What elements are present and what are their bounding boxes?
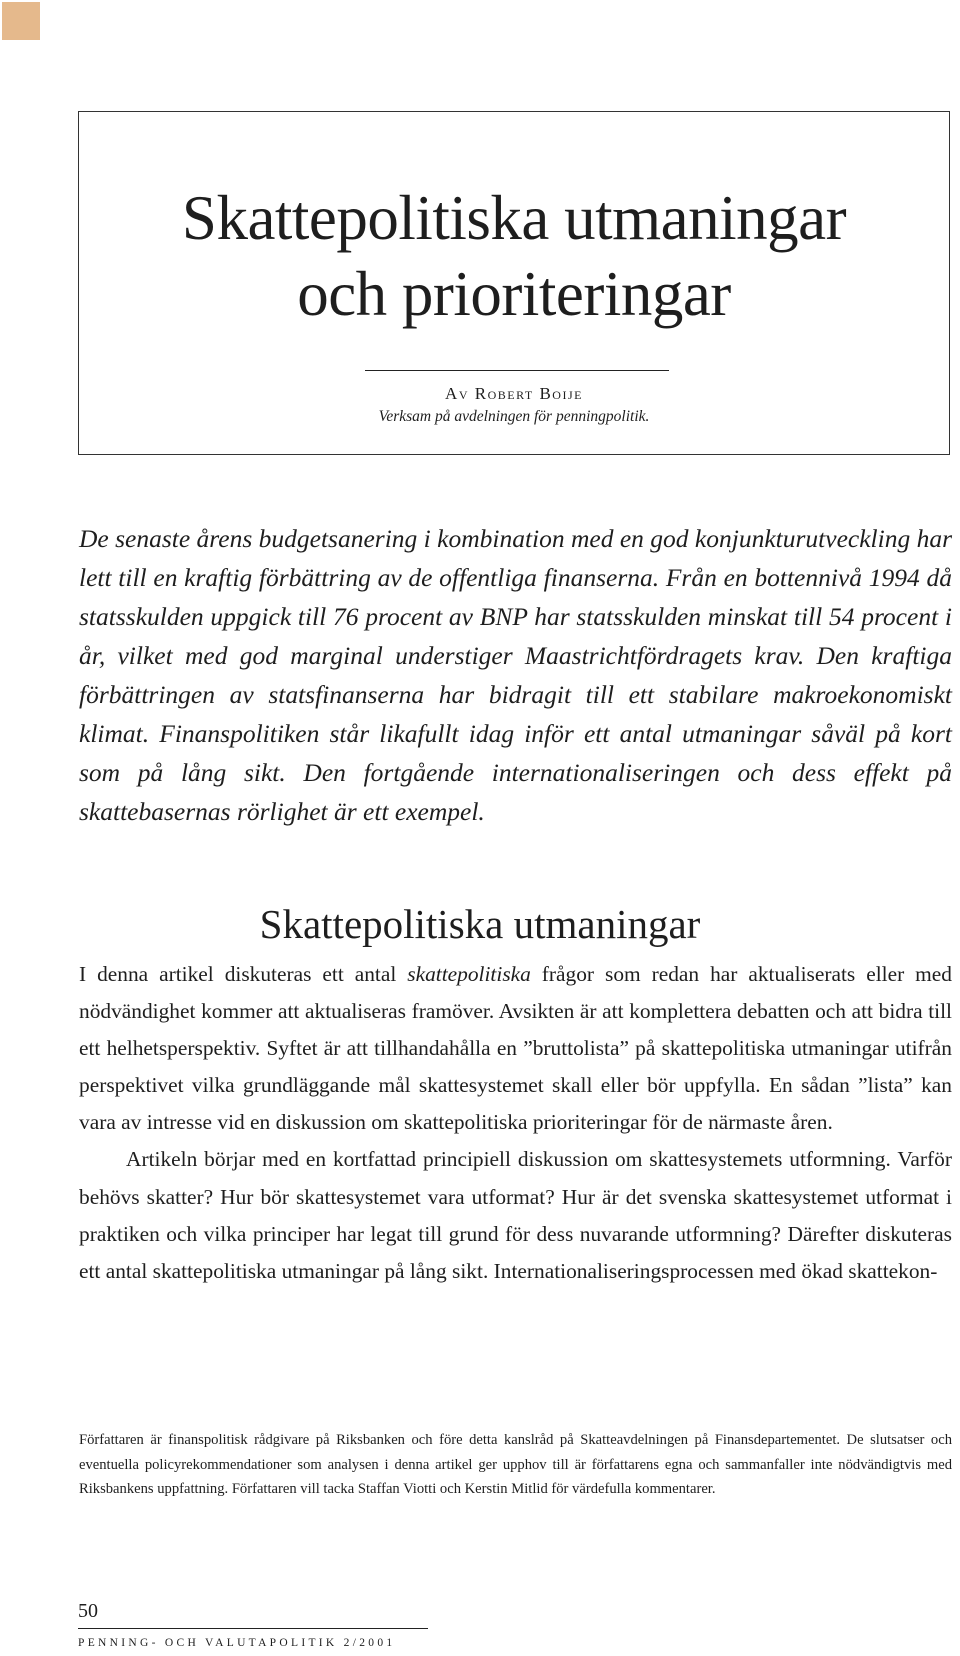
author-affiliation: Verksam på avdelningen för penningpolitik. xyxy=(378,408,650,425)
title-line-2: och prioriteringar xyxy=(297,259,731,329)
title-line-1: Skattepolitiska utmaningar xyxy=(181,183,847,253)
body-paragraph-2: Artikeln börjar med en kortfattad principiell diskussion om skattesystemets utformning. Varför behövs skatter? Hur bör skattesystemet vara utformat? Hur är det svenska skattesystemet utformat i praktiken och vilka principer har legat till grund för dess nuvarande utformning? Därefter diskuteras ett antal skattepolitiska utmaningar på lång sikt. Internationaliseringsprocessen med ökad skattekon- xyxy=(79,1147,952,1283)
title-divider xyxy=(365,370,669,371)
author-footnote: Författaren är finanspolitisk rådgivare på Riksbanken och före detta kanslråd på Skatteavdelningen på Finansdepartementet. De slutsatser och eventuella policyrekommendationer som analysen i denna artikel ger upphov till är författarens egna och sammanfaller inte nödvändigtvis med Riksbankens uppfattning. Författaren vill tacka Staffan Viotti och Kerstin Mitlid för värdefulla kommentarer. xyxy=(79,1432,952,1497)
article-title xyxy=(79,180,949,332)
title-box xyxy=(78,111,950,455)
page-number: 50 xyxy=(78,1600,98,1622)
section-heading: Skattepolitiska utmaningar xyxy=(259,901,701,947)
lead-paragraph: De senaste årens budgetsanering i kombination med en god konjunkturutveckling har lett till en kraftig förbättring av de offentliga finanserna. Från en bottennivå 1994 då statsskulden uppgick till 76 procent av BNP har statsskulden minskat till 54 procent i år, vilket med god marginal understiger Maastrichtfördragets krav. Den kraftiga förbättringen av statsfinanserna har bidragit till ett stabilare makroekonomiskt klimat. Finanspolitiken står likafullt idag inför ett antal utmaningar såväl på kort som på lång sikt. Den fortgående internationaliseringen och dess effekt på skattebasernas rörlighet är ett exempel. xyxy=(79,524,952,826)
footer-divider xyxy=(78,1628,428,1629)
body-paragraph-1: I denna artikel diskuteras ett antal skattepolitiska frågor som redan har aktualiserats eller med nödvändighet kommer att aktualiseras framöver. Avsikten är att komplettera debatten och att bidra till ett helhetsperspektiv. Syftet är att tillhandahålla en ”bruttolista” på skattepolitiska utmaningar utifrån perspektivet vilka grundläggande mål skattesystemet skall eller bör uppfylla. En sådan ”lista” kan vara av intresse vid en diskussion om skattepolitiska prioriteringar för de närmaste åren. xyxy=(79,962,952,1135)
journal-name: PENNING- OCH VALUTAPOLITIK 2/2001 xyxy=(78,1637,396,1649)
corner-color-mark xyxy=(2,2,40,40)
author-byline: Av Robert Boije xyxy=(445,384,583,403)
body-text xyxy=(79,956,952,1290)
emphasis-text: skattepolitiska xyxy=(407,962,531,986)
